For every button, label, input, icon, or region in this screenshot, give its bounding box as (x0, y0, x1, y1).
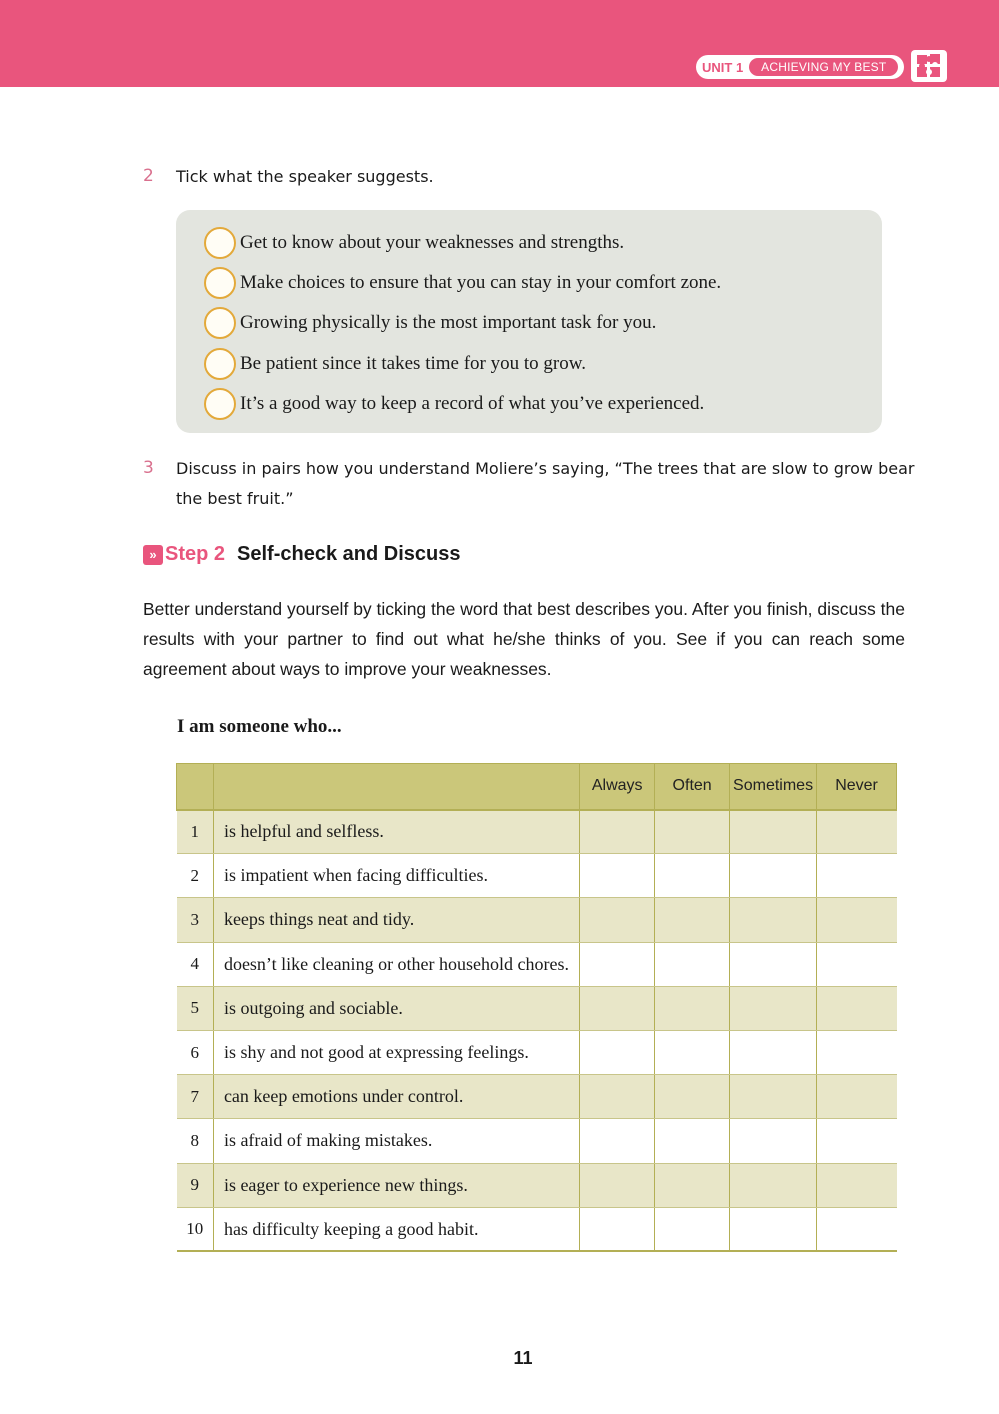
unit-label: UNIT 1 (702, 59, 744, 75)
tick-circle[interactable] (204, 348, 236, 380)
row-number: 7 (177, 1075, 214, 1119)
tick-always[interactable] (580, 1119, 655, 1163)
row-text: is helpful and selfless. (213, 810, 579, 854)
tick-never[interactable] (817, 898, 897, 942)
option-item[interactable] (204, 266, 721, 300)
table-header-row (177, 764, 897, 810)
unit-title: ACHIEVING MY BEST (749, 58, 898, 76)
tick-often[interactable] (655, 1207, 730, 1251)
table-row (177, 898, 897, 942)
tick-sometimes[interactable] (730, 1030, 817, 1074)
tick-never[interactable] (817, 1207, 897, 1251)
table-row (177, 1075, 897, 1119)
question-2-prompt: Tick what the speaker suggests. (176, 167, 434, 186)
row-text: is impatient when facing difficulties. (213, 854, 579, 898)
step-title: Self-check and Discuss (237, 543, 461, 565)
tick-sometimes[interactable] (730, 1075, 817, 1119)
puzzle-icon (911, 50, 947, 82)
tick-sometimes[interactable] (730, 854, 817, 898)
tick-sometimes[interactable] (730, 1207, 817, 1251)
option-text: It’s a good way to keep a record of what you’ve experienced. (240, 393, 705, 414)
tick-never[interactable] (817, 854, 897, 898)
row-text: is afraid of making mistakes. (213, 1119, 579, 1163)
tick-often[interactable] (655, 898, 730, 942)
question-3-line2: the best fruit.” (176, 489, 294, 508)
tick-always[interactable] (580, 854, 655, 898)
row-number: 8 (177, 1119, 214, 1163)
question-3-line1: Discuss in pairs how you understand Moliere’s saying, “The trees that are slow to grow bear (176, 459, 915, 478)
tick-sometimes[interactable] (730, 986, 817, 1030)
tick-often[interactable] (655, 1163, 730, 1207)
row-text: is eager to experience new things. (213, 1163, 579, 1207)
option-item[interactable] (204, 347, 586, 381)
option-text: Growing physically is the most important task for you. (240, 312, 657, 333)
tick-always[interactable] (580, 1163, 655, 1207)
tick-often[interactable] (655, 810, 730, 854)
step-label: Step 2 (165, 543, 226, 565)
tick-never[interactable] (817, 1163, 897, 1207)
tick-circle[interactable] (204, 227, 236, 259)
row-text: can keep emotions under control. (213, 1075, 579, 1119)
double-chevron-icon: » (143, 545, 163, 565)
options-box (176, 210, 882, 433)
option-text: Get to know about your weaknesses and strengths. (240, 232, 625, 253)
tick-always[interactable] (580, 986, 655, 1030)
row-number: 6 (177, 1030, 214, 1074)
tick-circle[interactable] (204, 388, 236, 420)
table-caption: I am someone who... (177, 716, 342, 737)
unit-badge (696, 55, 904, 79)
tick-sometimes[interactable] (730, 810, 817, 854)
tick-always[interactable] (580, 810, 655, 854)
option-item[interactable] (204, 387, 704, 421)
tick-circle[interactable] (204, 307, 236, 339)
step-instructions: Better understand yourself by ticking the word that best describes you. After you finish, discuss the results with your partner to find out what he/she thinks of you. See if you can reach some agreement about ways to improve your weaknesses. (143, 599, 905, 679)
tick-sometimes[interactable] (730, 942, 817, 986)
question-2-number: 2 (143, 166, 154, 186)
tick-often[interactable] (655, 942, 730, 986)
header-often: Often (655, 764, 730, 810)
tick-always[interactable] (580, 1207, 655, 1251)
tick-always[interactable] (580, 1030, 655, 1074)
table-row (177, 1207, 897, 1251)
tick-never[interactable] (817, 942, 897, 986)
tick-always[interactable] (580, 942, 655, 986)
step-heading (143, 543, 460, 566)
tick-always[interactable] (580, 898, 655, 942)
row-text: keeps things neat and tidy. (213, 898, 579, 942)
tick-never[interactable] (817, 986, 897, 1030)
row-text: has difficulty keeping a good habit. (213, 1207, 579, 1251)
tick-often[interactable] (655, 1119, 730, 1163)
tick-sometimes[interactable] (730, 1119, 817, 1163)
row-number: 5 (177, 986, 214, 1030)
tick-often[interactable] (655, 986, 730, 1030)
header-sometimes: Sometimes (730, 764, 817, 810)
row-number: 4 (177, 942, 214, 986)
tick-sometimes[interactable] (730, 898, 817, 942)
header-never: Never (817, 764, 897, 810)
row-number: 1 (177, 810, 214, 854)
row-number: 3 (177, 898, 214, 942)
row-text: is shy and not good at expressing feelings. (213, 1030, 579, 1074)
row-number: 10 (177, 1207, 214, 1251)
option-item[interactable] (204, 226, 624, 260)
table-row (177, 854, 897, 898)
tick-never[interactable] (817, 810, 897, 854)
self-check-table (176, 763, 897, 1252)
option-item[interactable] (204, 306, 656, 340)
row-number: 2 (177, 854, 214, 898)
option-text: Make choices to ensure that you can stay in your comfort zone. (240, 272, 722, 293)
table-row (177, 942, 897, 986)
table-row (177, 1030, 897, 1074)
tick-sometimes[interactable] (730, 1163, 817, 1207)
row-number: 9 (177, 1163, 214, 1207)
header-banner (0, 0, 999, 87)
table-row (177, 810, 897, 854)
tick-often[interactable] (655, 1075, 730, 1119)
row-text: doesn’t like cleaning or other household chores. (213, 942, 579, 986)
row-text: is outgoing and sociable. (213, 986, 579, 1030)
header-number (177, 764, 214, 810)
tick-never[interactable] (817, 1030, 897, 1074)
option-text: Be patient since it takes time for you to grow. (240, 353, 586, 374)
header-description (213, 764, 579, 810)
tick-circle[interactable] (204, 267, 236, 299)
question-3-number: 3 (143, 458, 154, 478)
tick-often[interactable] (655, 1030, 730, 1074)
table-row (177, 1119, 897, 1163)
tick-never[interactable] (817, 1075, 897, 1119)
table-row (177, 986, 897, 1030)
page-number: 11 (513, 1348, 533, 1368)
table-row (177, 1163, 897, 1207)
header-always: Always (580, 764, 655, 810)
tick-often[interactable] (655, 854, 730, 898)
tick-never[interactable] (817, 1119, 897, 1163)
tick-always[interactable] (580, 1075, 655, 1119)
